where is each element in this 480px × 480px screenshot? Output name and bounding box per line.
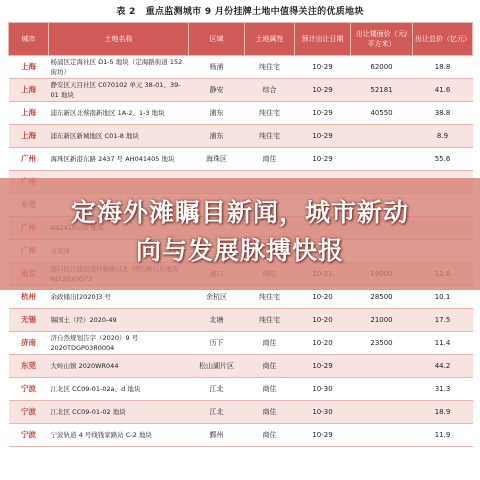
col-area: 区域: [189, 23, 245, 56]
row-land-use: 纯住宅: [245, 286, 295, 309]
row-date: 10-29: [295, 79, 351, 102]
row-total-price: 38.8: [413, 102, 473, 125]
row-city: 上海: [9, 125, 49, 148]
table-row: [9, 125, 473, 148]
row-city: 宁波: [9, 401, 49, 424]
row-floor-price: [351, 355, 413, 378]
row-area: 江北: [189, 378, 245, 401]
row-total-price: 11.4: [413, 332, 473, 355]
row-city: 宁波: [9, 424, 49, 447]
row-city: 无锡: [9, 309, 49, 332]
row-total-price: 10.1: [413, 286, 473, 309]
row-date: 10-29: [295, 56, 351, 79]
row-land-use: 纯住宅: [245, 56, 295, 79]
row-floor-price: [351, 424, 413, 447]
row-area: 松山湖片区: [189, 355, 245, 378]
row-city: 杭州: [9, 286, 49, 309]
row-land-use: 商住: [245, 355, 295, 378]
headline: [0, 194, 480, 270]
row-plot-name: 锡国土（经）2020-49: [49, 309, 189, 332]
row-floor-price: [351, 378, 413, 401]
row-city: 宁波: [9, 378, 49, 401]
row-date: 10-29: [295, 355, 351, 378]
row-land-use: 纯住宅: [245, 309, 295, 332]
row-plot-name: 济自然规划告字（2020）9 号 2020TDGP03R0004: [49, 332, 189, 355]
table-row: [9, 355, 473, 378]
row-floor-price: [351, 401, 413, 424]
col-floor-price: 出让楼面价（元/平方米）: [351, 23, 413, 56]
headline-line-1: 定海外滩瞩目新闻，城市新动: [70, 198, 409, 227]
row-land-use: 商住: [245, 378, 295, 401]
row-area: 北塘: [189, 309, 245, 332]
row-total-price: 18.8: [413, 56, 473, 79]
row-plot-name: 杨浦区定海社区 D1-5 地块（定海路街道 152 街坊）: [49, 56, 189, 79]
row-date: 10-29: [295, 125, 351, 148]
col-plot-name: 土地名称: [49, 23, 189, 56]
table-row: [9, 332, 473, 355]
row-plot-name: 浦东新区北蔡南新地区 1A-2、1-3 地块: [49, 102, 189, 125]
row-plot-name: 江北区 CC09-01-02a、d 地块: [49, 378, 189, 401]
row-floor-price: [351, 148, 413, 171]
row-date: 10-29: [295, 102, 351, 125]
row-city: 东莞: [9, 355, 49, 378]
row-city: 济南: [9, 332, 49, 355]
row-city: 上海: [9, 79, 49, 102]
row-city: 广州: [9, 148, 49, 171]
table-row: [9, 309, 473, 332]
row-total-price: 8.9: [413, 125, 473, 148]
table-row: [9, 424, 473, 447]
row-total-price: 18.9: [413, 401, 473, 424]
row-floor-price: 40550: [351, 102, 413, 125]
table-row: [9, 378, 473, 401]
row-city: 上海: [9, 102, 49, 125]
row-date: 10-20: [295, 309, 351, 332]
table-title: 重点监测城市 9 月份挂牌土地中值得关注的优质地块: [145, 6, 364, 17]
row-plot-name: 大岭山镇 2020WR044: [49, 355, 189, 378]
row-plot-name: 海珠区新港东路 2437 号 AH041405 地块: [49, 148, 189, 171]
table-number: 表 2: [116, 6, 136, 17]
row-area: 静安: [189, 79, 245, 102]
row-plot-name: 江北区 CC09-01-02 地块: [49, 401, 189, 424]
row-date: 10-30: [295, 401, 351, 424]
row-total-price: 44.2: [413, 355, 473, 378]
row-floor-price: 23500: [351, 332, 413, 355]
row-floor-price: 52181: [351, 79, 413, 102]
row-area: 浦东: [189, 102, 245, 125]
col-total-price: 出让总价（亿元）: [413, 23, 473, 56]
row-date: 10-20: [295, 332, 351, 355]
row-total-price: 11.9: [413, 424, 473, 447]
row-total-price: 17.5: [413, 309, 473, 332]
row-plot-name: 浦东新区新城地区 C01-8 地块: [49, 125, 189, 148]
table-row: [9, 79, 473, 102]
headline-line-2: 向与发展脉搏快报: [135, 236, 344, 265]
row-area: 杨浦: [189, 56, 245, 79]
table-row: [9, 401, 473, 424]
col-date: 预计出让日期: [295, 23, 351, 56]
row-total-price: 55.6: [413, 148, 473, 171]
row-land-use: 商住: [245, 148, 295, 171]
row-city: 上海: [9, 56, 49, 79]
row-land-use: 纯住宅: [245, 125, 295, 148]
row-area: 鄞州: [189, 424, 245, 447]
row-plot-name: 余政储出[2020]3 号: [49, 286, 189, 309]
row-land-use: 商住: [245, 332, 295, 355]
table-caption: [0, 0, 480, 20]
row-total-price: 31.3: [413, 378, 473, 401]
row-area: 余杭区: [189, 286, 245, 309]
row-floor-price: 28500: [351, 286, 413, 309]
row-area: 海珠区: [189, 148, 245, 171]
col-land-use: 土地属性: [245, 23, 295, 56]
table-row: [9, 56, 473, 79]
row-area: 江北: [189, 401, 245, 424]
row-plot-name: 宁波轨道 4 号线钱家路站 C-2 地块: [49, 424, 189, 447]
table-row: [9, 102, 473, 125]
row-date: 10-29: [295, 424, 351, 447]
row-date: 10-29: [295, 148, 351, 171]
row-floor-price: 62000: [351, 56, 413, 79]
table-header-row: [9, 23, 473, 56]
row-area: 浦东: [189, 125, 245, 148]
row-total-price: 41.6: [413, 79, 473, 102]
table-row: [9, 148, 473, 171]
row-plot-name: 静安区天目社区 C070102 单元 38-01、39-01 地块: [49, 79, 189, 102]
row-date: 10-30: [295, 378, 351, 401]
row-date: 10-20: [295, 286, 351, 309]
row-floor-price: 21000: [351, 309, 413, 332]
row-land-use: 商住: [245, 424, 295, 447]
row-land-use: 商住: [245, 401, 295, 424]
row-area: 历下: [189, 332, 245, 355]
row-floor-price: [351, 125, 413, 148]
row-land-use: 纯住宅: [245, 102, 295, 125]
row-land-use: 综合: [245, 79, 295, 102]
col-city: 城市: [9, 23, 49, 56]
